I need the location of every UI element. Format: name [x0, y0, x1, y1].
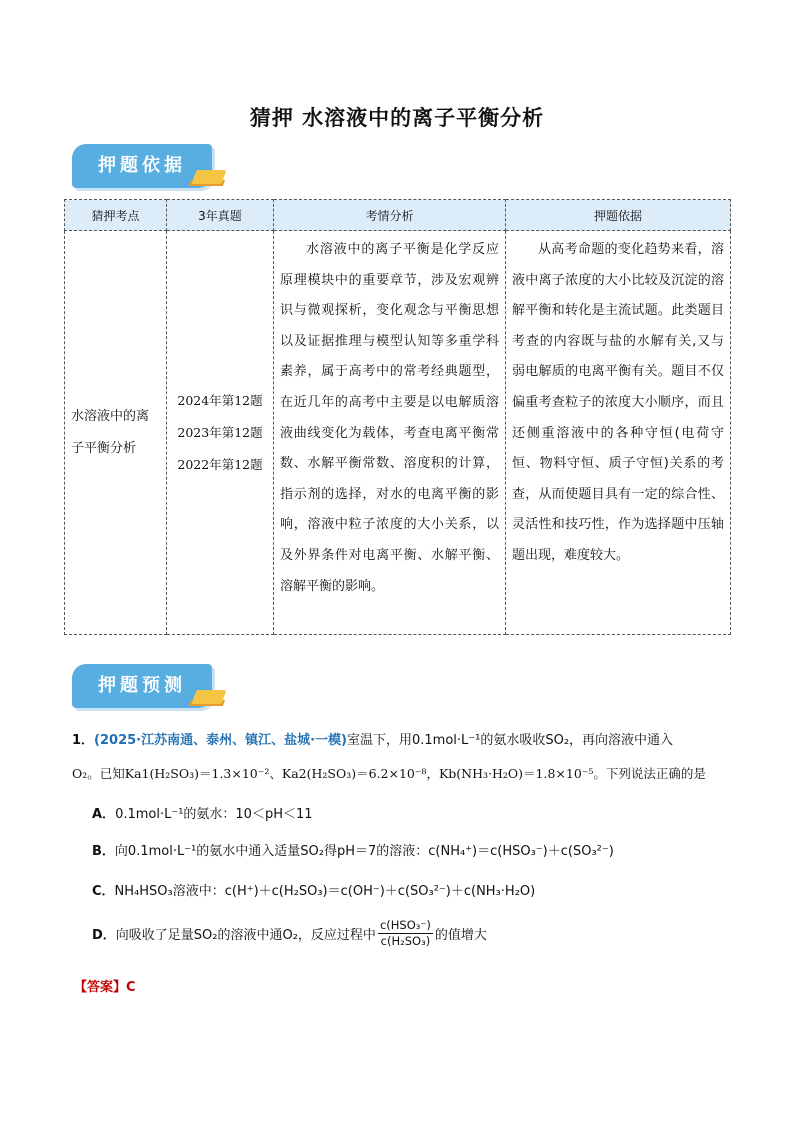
option-text: 0.1mol·L⁻¹的氨水：10＜pH＜11 — [115, 807, 313, 822]
option-text: NH₄HSO₃溶液中：c(H⁺)＋c(H₂SO₃)＝c(OH⁻)＋c(SO₃²⁻)＋c(NH₃·H₂O) — [114, 884, 536, 899]
question-stem-line2: O₂。已知Ka1(H₂SO₃)＝1.3×10⁻²、Ka2(H₂SO₃)＝6.2×10⁻⁸，Kb(NH₃·H₂O)＝1.8×10⁻⁵。下列说法正确的是 — [72, 766, 706, 781]
table-row — [65, 231, 731, 635]
option-c[interactable]: C．NH₄HSO₃溶液中：c(H⁺)＋c(H₂SO₃)＝c(OH⁻)＋c(SO₃²⁻)＋c(NH₃·H₂O) — [92, 884, 536, 899]
fraction-numerator: c(HSO₃⁻) — [379, 918, 431, 932]
book-icon-top — [191, 170, 226, 184]
year-item: 2023年第12题 — [177, 424, 263, 440]
section-banner-prediction — [72, 660, 228, 716]
question-stem — [72, 729, 673, 748]
question-source: (2025·江苏南通、泰州、镇江、盐城·一模) — [94, 733, 347, 748]
option-b[interactable]: B．向0.1mol·L⁻¹的氨水中通入适量SO₂得pH＝7的溶液：c(NH₄⁺)＝c(HSO₃⁻)＋c(SO₃²⁻) — [92, 844, 614, 859]
fraction-denominator: c(H₂SO₃) — [380, 934, 431, 948]
table-header: 猜押考点 — [65, 200, 167, 231]
basis-cell: 从高考命题的变化趋势来看，溶液中离子浓度的大小比较及沉淀的溶解平衡和转化是主流试题。此类题目考查的内容既与盐的水解有关,又与弱电解质的电离平衡有关。题目不仅偏重考查粒子的浓度大小顺序，而且还侧重溶液中的各种守恒(电荷守恒、物料守恒、质子守恒)关系的考查，从而使题目具有一定的综合性、灵活性和技巧性，作为选择题中压轴题出现，难度较大。 — [506, 231, 731, 635]
answer-label: 【答案】 — [74, 980, 127, 995]
table-header-row — [65, 200, 731, 231]
option-text-tail: 的值增大 — [434, 928, 487, 943]
analysis-cell: 水溶液中的离子平衡是化学反应原理模块中的重要章节，涉及宏观辨识与微观探析，变化观念与平衡思想以及证据推理与模型认知等多重学科素养，属于高考中的常考经典题型，在近几年的高考中主要是以电解质溶液曲线变化为载体，考查电离平衡常数、水解平衡常数、溶度积的计算，指示剂的选择，对水的电离平衡的影响，溶液中粒子浓度的大小关系，以及外界条件对电离平衡、水解平衡、溶解平衡的影响。 — [274, 231, 506, 635]
fraction — [378, 918, 433, 949]
option-text: 向吸收了足量SO₂的溶液中通O₂，反应过程中 — [115, 928, 376, 943]
answer-value: C — [126, 980, 136, 995]
table-header: 押题依据 — [506, 200, 731, 231]
answer — [74, 976, 136, 995]
question-number: 1． — [72, 733, 95, 748]
book-icon-top — [191, 690, 226, 704]
question-text: 室温下，用0.1mol·L⁻¹的氨水吸收SO₂，再向溶液中通入 — [347, 733, 674, 748]
years-cell — [167, 231, 274, 635]
table-header: 考情分析 — [274, 200, 506, 231]
option-a[interactable]: A．0.1mol·L⁻¹的氨水：10＜pH＜11 — [92, 807, 313, 822]
analysis-table — [64, 199, 731, 635]
option-text: 向0.1mol·L⁻¹的氨水中通入适量SO₂得pH＝7的溶液：c(NH₄⁺)＝c(HSO₃⁻)＋c(SO₃²⁻) — [114, 844, 614, 859]
section-label: 押题依据 — [98, 155, 186, 176]
page-title: 猜押 水溶液中的离子平衡分析 — [249, 106, 545, 130]
year-item: 2024年第12题 — [177, 392, 263, 408]
year-item: 2022年第12题 — [177, 456, 263, 472]
section-banner-basis — [72, 140, 228, 196]
table-header: 3年真题 — [167, 200, 274, 231]
section-label: 押题预测 — [98, 675, 186, 696]
option-d[interactable]: D． 向吸收了足量SO₂的溶液中通O₂，反应过程中 c(HSO₃⁻) c(H₂SO₃) 的值增大 — [92, 918, 487, 948]
topic-cell: 水溶液中的离子平衡分析 — [65, 231, 167, 635]
